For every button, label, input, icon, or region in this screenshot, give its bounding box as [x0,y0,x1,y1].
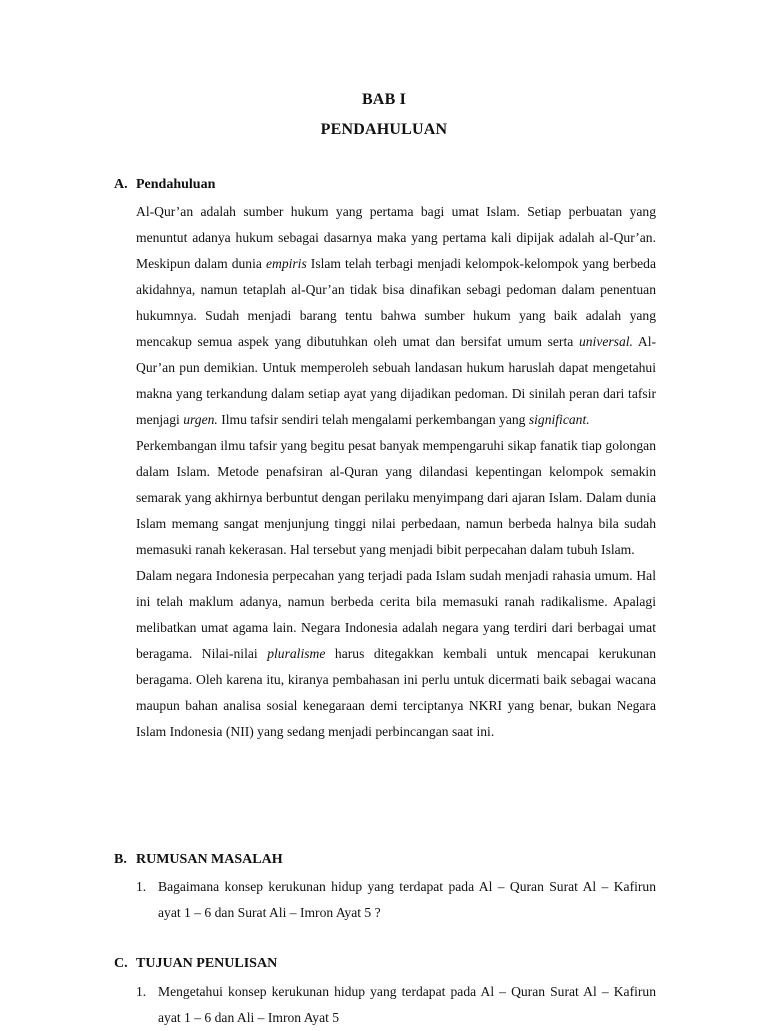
italic-term: universal. [578,334,633,349]
list-item-text: Mengetahui konsep kerukunan hidup yang terdapat pada Al – Quran Surat Al – Kafirun ayat 1 – 6 dan Ali – Imron Ayat 5 [158,984,656,1025]
italic-term: significant. [528,412,590,427]
list-item [136,979,656,1031]
chapter-number: BAB I [361,91,407,108]
text-run: Ilmu tafsir sendiri telah mengalami perkembangan yang [217,412,529,427]
italic-term: pluralisme [267,646,326,661]
italic-term: empiris [265,256,307,271]
paragraph [136,433,656,563]
section-c-marker: C. [114,956,128,971]
section-a-marker: A. [114,177,128,192]
paragraph [136,563,656,745]
italic-term: urgen. [183,412,218,427]
chapter-title: PENDAHULUAN [320,121,448,138]
section-b-marker: B. [114,852,127,867]
section-b-list [136,874,656,926]
section-b-heading [114,852,283,868]
text-run: Al-Qur’an adalah sumber hukum yang pertama bagi umat Islam. Setiap perbuatan yang menuntut adanya hukum sebagai dasarnya maka yang pertama kali dipijak adalah al-Qur’an. Meskipun dalam dunia [136,204,656,271]
section-a-heading [114,177,215,193]
section-a-title: Pendahuluan [136,177,216,192]
text-run: Dalam negara Indonesia perpecahan yang terjadi pada Islam sudah menjadi rahasia umum. Hal ini telah maklum adanya, namun berbeda cerita bila memasuki ranah radikalisme. Apalagi melibatkan umat agama lain. Negara Indonesia adalah negara yang terdiri dari berbagai umat beragama. Nilai-nilai [136,568,656,661]
list-item [136,874,656,926]
section-c-list [136,979,656,1031]
text-run: Al-Qur’an pun demikian. Untuk memperoleh sebuah landasan hukum haruslah dapat mengetahui makna yang terkandung dalam setiap ayat yang dijadikan pedoman. Di sinilah peran dari tafsir menjagi [136,334,656,427]
list-item-text: Bagaimana konsep kerukunan hidup yang terdapat pada Al – Quran Surat Al – Kafirun ayat 1 – 6 dan Surat Ali – Imron Ayat 5 ? [158,879,656,920]
text-run: Perkembangan ilmu tafsir yang begitu pesat banyak mempengaruhi sikap fanatik tiap golongan dalam Islam. Metode penafsiran al-Quran yang dilandasi kepentingan kelompok semakin semarak yang akhirnya berbuntut dengan perilaku menyimpang dari ajaran Islam. Dalam dunia Islam memang sangat menjunjung tinggi nilai perbedaan, namun berbeda halnya bila sudah memasuki ranah kekerasan. Hal tersebut yang menjadi bibit perpecahan dalam tubuh Islam. [136,438,656,557]
section-c-title: TUJUAN PENULISAN [136,956,278,971]
text-run: harus ditegakkan kembali untuk mencapai kerukunan beragama. Oleh karena itu, kiranya pembahasan ini perlu untuk dicermati baik sebagai wacana maupun bahan analisa sosial kenegaraan demi terciptanya NKRI yang benar, bukan Negara Islam Indonesia (NII) yang sedang menjadi perbincangan saat ini. [136,646,656,739]
list-item-number: 1. [136,879,147,894]
paragraph [136,199,656,433]
section-c-heading [114,956,277,972]
section-b-title: RUMUSAN MASALAH [136,852,283,867]
text-run: Islam telah terbagi menjadi kelompok-kelompok yang berbeda akidahnya, namun tetaplah al-Qur’an tidak bisa dinafikan sebagi pedoman dalam penentuan hukumnya. Sudah menjadi barang tentu bahwa sumber hukum yang baik adalah yang mencakup semua aspek yang dibutuhkan oleh umat dan bersifat umum serta [136,256,656,349]
list-item-number: 1. [136,984,147,999]
section-a-body [136,199,656,745]
